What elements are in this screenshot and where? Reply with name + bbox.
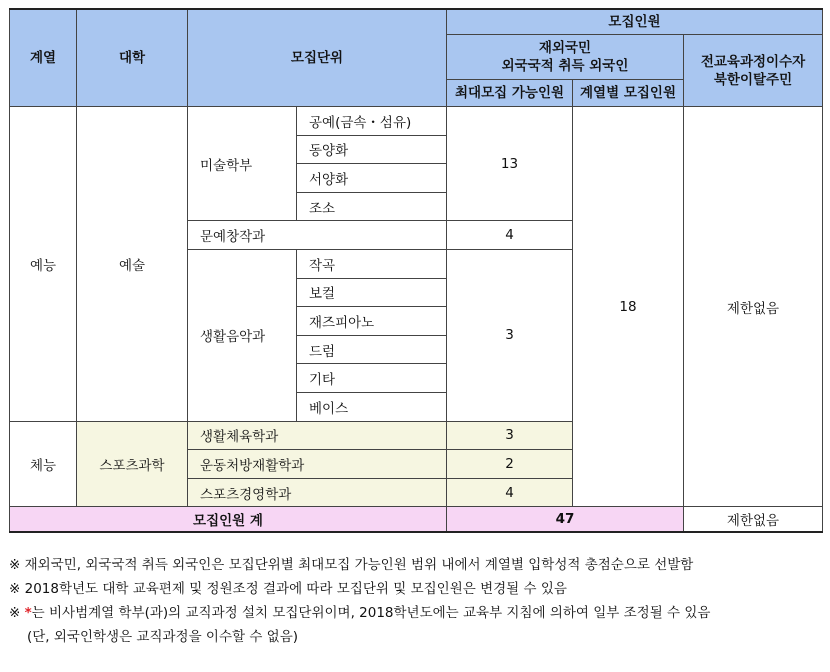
header-foreign-line2: 외국국적 취득 외국인	[501, 58, 629, 74]
sports-dept-max: 4	[447, 478, 573, 507]
note-mark: ※	[9, 557, 21, 573]
creative-writing-max: 4	[447, 221, 573, 250]
music-dept: 생활음악과	[188, 249, 297, 421]
music-max: 3	[447, 249, 573, 421]
admission-quota-table-wrap	[9, 8, 822, 533]
major-item: 작곡	[297, 249, 447, 278]
header-other-line2: 북한이탈주민	[713, 71, 793, 88]
footnote-4	[9, 625, 822, 649]
sports-field-cell: 체능	[10, 421, 77, 507]
arts-field-cell: 예능	[10, 107, 77, 422]
arts-sports-field-quota: 18	[573, 107, 684, 507]
footnote-1	[9, 553, 822, 577]
note-mark: ※	[9, 581, 21, 597]
footnote-4-text: (단, 외국인학생은 교직과정을 이수할 수 없음)	[27, 629, 299, 645]
header-field: 계열	[10, 9, 77, 107]
header-university: 대학	[77, 9, 188, 107]
footnote-2	[9, 577, 822, 601]
major-item: 동양화	[297, 135, 447, 164]
major-item: 조소	[297, 192, 447, 221]
footnote-2-text: 2018학년도 대학 교육편제 및 정원조정 결과에 따라 모집단위 및 모집인원은 변경될 수 있음	[24, 581, 567, 597]
header-field-quota: 계열별 모집인원	[573, 80, 684, 107]
footnote-1-text: 재외국민, 외국국적 취득 외국인은 모집단위별 최대모집 가능인원 범위 내에서 계열별 입학성적 총점순으로 선발함	[24, 557, 694, 573]
total-label: 모집인원 계	[10, 507, 447, 533]
major-item: 공예(금속・섬유)	[297, 107, 447, 136]
arts-university-cell: 예술	[77, 107, 188, 422]
major-item: 재즈피아노	[297, 307, 447, 336]
sports-dept: 생활체육학과	[188, 421, 447, 450]
header-foreign-line1: 재외국민	[538, 40, 592, 56]
header-other-group	[684, 35, 823, 107]
major-item: 베이스	[297, 392, 447, 421]
major-item: 드럼	[297, 335, 447, 364]
admission-quota-table	[9, 8, 823, 533]
other-quota-cell: 제한없음	[684, 107, 823, 507]
sports-dept: 운동처방재활학과	[188, 450, 447, 479]
total-other: 제한없음	[684, 507, 823, 533]
header-foreign-group	[447, 35, 684, 80]
sports-dept-max: 3	[447, 421, 573, 450]
major-item: 서양화	[297, 164, 447, 193]
creative-writing-dept: 문예창작과	[188, 221, 447, 250]
major-item: 기타	[297, 364, 447, 393]
sports-dept: 스포츠경영학과	[188, 478, 447, 507]
footnotes	[9, 553, 822, 649]
sports-university-cell: 스포츠과학	[77, 421, 188, 507]
footnote-3	[9, 601, 822, 625]
fine-arts-max: 13	[447, 107, 573, 221]
total-value: 47	[447, 507, 684, 533]
teaching-course-star: *	[24, 605, 32, 621]
fine-arts-dept: 미술학부	[188, 107, 297, 221]
major-item: 보컬	[297, 278, 447, 307]
header-unit: 모집단위	[188, 9, 447, 107]
header-other-line1: 전교육과정이수자	[700, 53, 806, 70]
header-max-capacity: 최대모집 가능인원	[447, 80, 573, 107]
sports-dept-max: 2	[447, 450, 573, 479]
note-mark: ※	[9, 605, 21, 621]
footnote-3-text: 는 비사범계열 학부(과)의 교직과정 설치 모집단위이며, 2018학년도에는 교육부 지침에 의하여 일부 조정될 수 있음	[31, 605, 711, 621]
header-quota: 모집인원	[447, 9, 823, 35]
